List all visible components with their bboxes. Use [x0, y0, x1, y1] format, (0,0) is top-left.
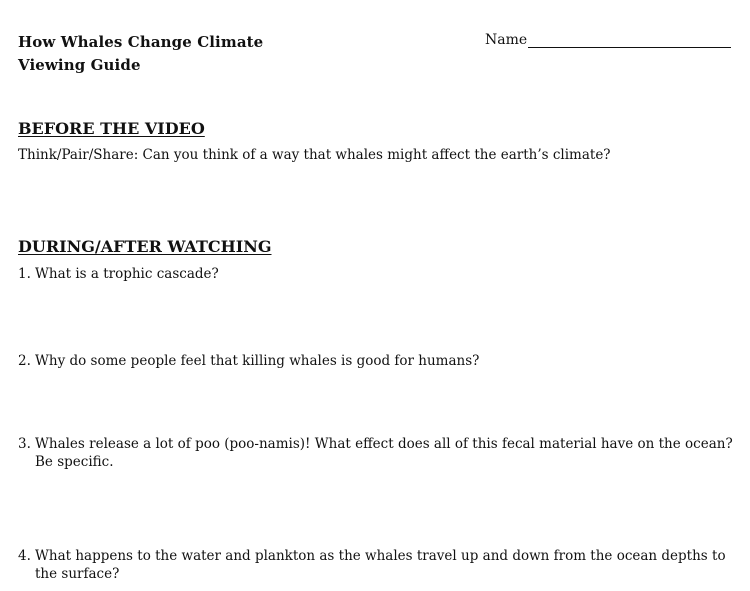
question-item: [18, 547, 743, 583]
worksheet-title: How Whales Change Climate: [18, 33, 264, 51]
name-blank-line[interactable]: [528, 34, 731, 48]
question-text: Why do some people feel that killing whales is good for humans?: [35, 353, 480, 369]
question-item: [18, 435, 743, 471]
question-number: 3.: [18, 436, 31, 452]
before-video-heading: BEFORE THE VIDEO: [18, 119, 205, 138]
question-text: What is a trophic cascade?: [35, 266, 219, 282]
name-label: Name: [485, 32, 528, 48]
question-number: 2.: [18, 353, 31, 369]
name-field[interactable]: [485, 32, 731, 48]
worksheet-subtitle: Viewing Guide: [18, 56, 141, 74]
question-number: 4.: [18, 548, 31, 564]
question-item: [18, 265, 743, 283]
question-text: What happens to the water and plankton as the whales travel up and down from the ocean depths to the surface?: [35, 548, 726, 582]
question-number: 1.: [18, 266, 31, 282]
question-text: Whales release a lot of poo (poo-namis)! What effect does all of this fecal material have on the ocean? Be specific.: [35, 436, 733, 470]
during-after-heading: DURING/AFTER WATCHING: [18, 237, 272, 256]
think-pair-share-prompt: Think/Pair/Share: Can you think of a way that whales might affect the earth’s climate?: [18, 147, 611, 163]
question-item: [18, 352, 743, 370]
